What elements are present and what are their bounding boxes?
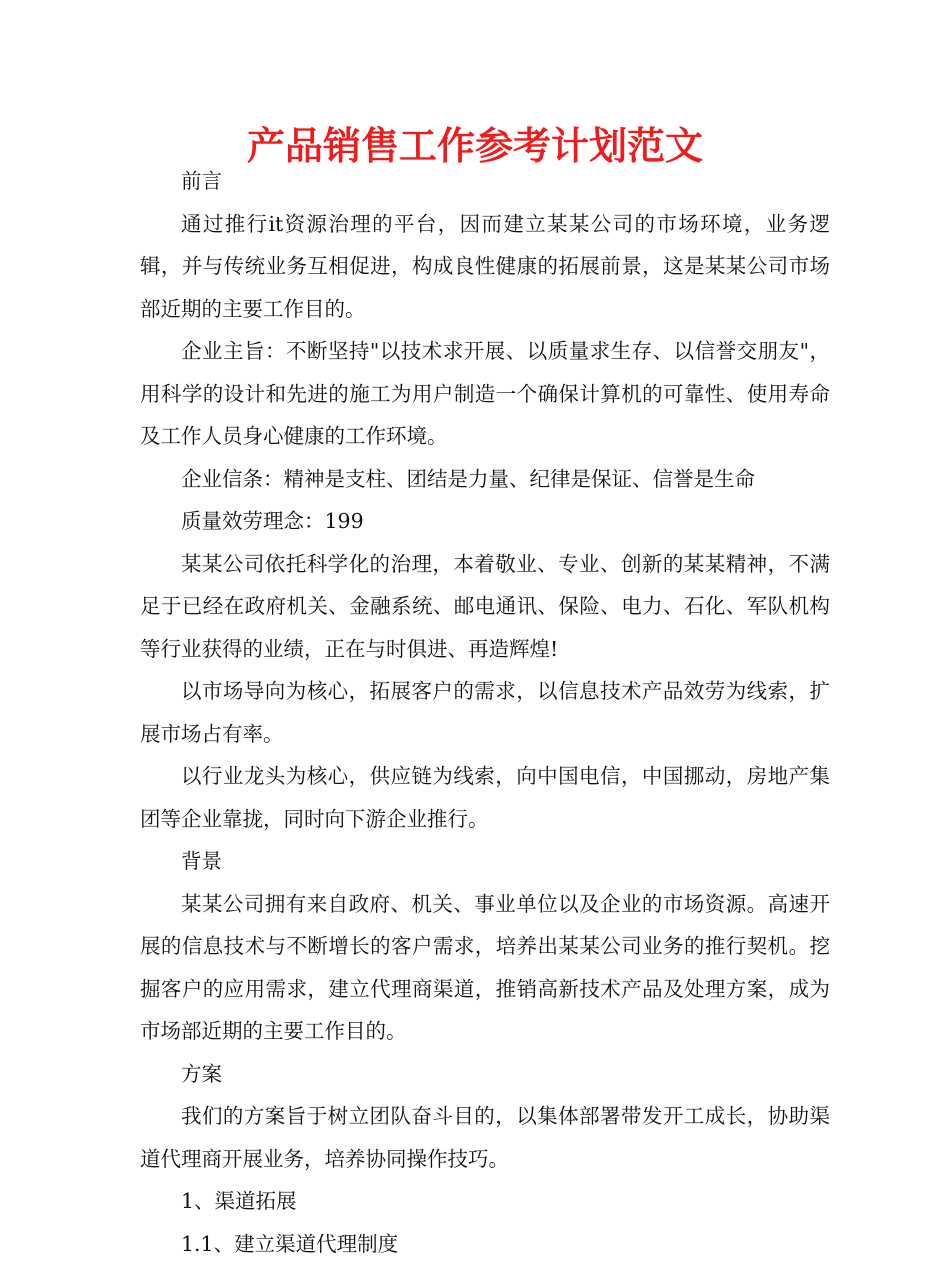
paragraph: 以行业龙头为核心，供应链为线索，向中国电信，中国挪动，房地产集团等企业靠拢，同时向下游企业推行。 <box>140 755 830 840</box>
subsection-heading: 1.1、建立渠道代理制度 <box>140 1223 830 1265</box>
paragraph: 我们的方案旨于树立团队奋斗目的，以集体部署带发开工成长，协助渠道代理商开展业务，培养协同操作技巧。 <box>140 1095 830 1180</box>
subsection-heading: 1、渠道拓展 <box>140 1180 830 1223</box>
paragraph: 质量效劳理念：199 <box>140 500 830 543</box>
paragraph: 企业主旨：不断坚持"以技术求开展、以质量求生存、以信誉交朋友"，用科学的设计和先进的施工为用户制造一个确保计算机的可靠性、使用寿命及工作人员身心健康的工作环境。 <box>140 330 830 458</box>
paragraph: 企业信条：精神是支柱、团结是力量、纪律是保证、信誉是生命 <box>140 458 830 501</box>
paragraph: 以市场导向为核心，拓展客户的需求，以信息技术产品效劳为线索，扩展市场占有率。 <box>140 670 830 755</box>
paragraph: 通过推行it资源治理的平台，因而建立某某公司的市场环境，业务逻辑，并与传统业务互相促进，构成良性健康的拓展前景，这是某某公司市场部近期的主要工作目的。 <box>140 203 830 331</box>
section-heading-preface: 前言 <box>140 160 830 203</box>
section-heading-plan: 方案 <box>140 1053 830 1096</box>
paragraph: 某某公司拥有来自政府、机关、事业单位以及企业的市场资源。高速开展的信息技术与不断增长的客户需求，培养出某某公司业务的推行契机。挖掘客户的应用需求，建立代理商渠道，推销高新技术产品及处理方案，成为市场部近期的主要工作目的。 <box>140 883 830 1053</box>
section-heading-background: 背景 <box>140 840 830 883</box>
document-title: 产品销售工作参考计划范文 <box>0 118 950 174</box>
document-body <box>140 160 830 1265</box>
paragraph: 某某公司依托科学化的治理，本着敬业、专业、创新的某某精神，不满足于已经在政府机关、金融系统、邮电通讯、保险、电力、石化、军队机构等行业获得的业绩，正在与时俱进、再造辉煌! <box>140 543 830 671</box>
